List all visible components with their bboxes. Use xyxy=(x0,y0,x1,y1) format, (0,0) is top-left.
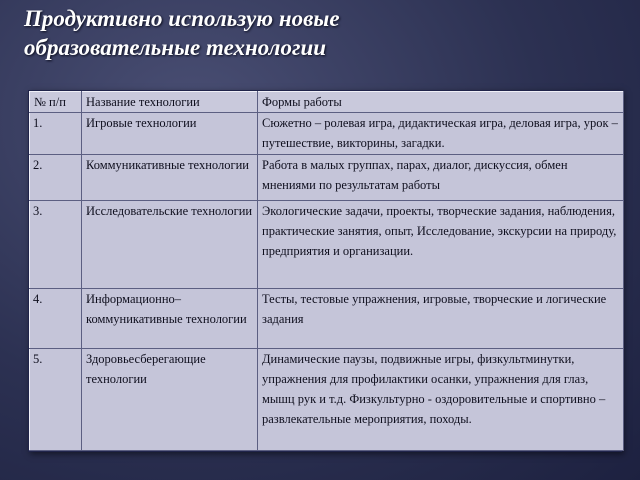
row-number: 3. xyxy=(30,201,82,288)
row-number: 5. xyxy=(30,349,82,451)
technology-name: Исследовательские технологии xyxy=(82,201,258,288)
table-header-row xyxy=(30,92,624,113)
slide-title xyxy=(24,4,624,62)
work-forms: Экологические задачи, проекты, творческие задания, наблюдения, практические занятия, опыт, Исследование, экскурсии на природу, предприятия и организации. xyxy=(258,201,624,288)
technologies-table xyxy=(28,90,622,452)
row-number: 4. xyxy=(30,288,82,349)
row-number: 2. xyxy=(30,155,82,201)
row-number: 1. xyxy=(30,113,82,155)
header-technology-name: Название технологии xyxy=(82,92,258,113)
slide-title-line-2: образовательные технологии xyxy=(24,35,327,60)
table-row xyxy=(30,201,624,288)
technology-name: Коммуникативные технологии xyxy=(82,155,258,201)
table-row xyxy=(30,155,624,201)
work-forms: Работа в малых группах, парах, диалог, дискуссия, обмен мнениями по результатам работы xyxy=(258,155,624,201)
work-forms: Тесты, тестовые упражнения, игровые, творческие и логические задания xyxy=(258,288,624,349)
work-forms: Сюжетно – ролевая игра, дидактическая игра, деловая игра, урок – путешествие, викторины, загадки. xyxy=(258,113,624,155)
slide-title-line-1: Продуктивно использую новые xyxy=(24,6,340,31)
table-row xyxy=(30,113,624,155)
table-row xyxy=(30,349,624,451)
technology-name: Информационно– коммуникативные технологии xyxy=(82,288,258,349)
header-work-forms: Формы работы xyxy=(258,92,624,113)
header-number: № п/п xyxy=(30,92,82,113)
work-forms: Динамические паузы, подвижные игры, физкультминутки, упражнения для профилактики осанки, упражнения для глаз, мышц рук и т.д. Физкультурно - оздоровительные и спортивно – развлекательные мероприятия, походы. xyxy=(258,349,624,451)
technology-name: Игровые технологии xyxy=(82,113,258,155)
table-row xyxy=(30,288,624,349)
technology-name: Здоровьесберегающие технологии xyxy=(82,349,258,451)
